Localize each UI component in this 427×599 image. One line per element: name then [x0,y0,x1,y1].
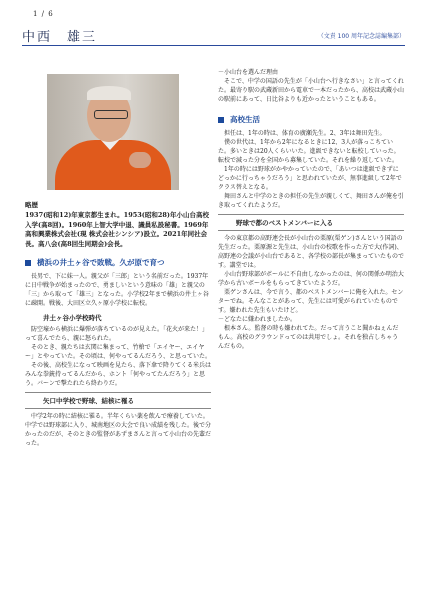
subheading: 矢口中学校で野球、結核に罹る [25,392,211,409]
paragraph: 根本さん。監督の時も嫌われてた。だって言うこと聞かねぇんだもん。高校のグラウンドってのは共用でしょ。それを独占しちゃうんだもの。 [218,325,399,350]
person-name: 中西 雄三 [22,30,98,45]
paragraph: 長男で、下に妹一人。親父が「三郎」という名前だった。1937年に日中戦争が始まったので、勇ましいという意味の「雄」と親父の「三」から取って「雄三」となった。小学校2年まで横浜の井土ヶ谷に疎開。戦後、大田区立久ヶ原小学校に転校。 [25,273,209,307]
subheading: 井土ヶ谷小学校時代 [43,314,102,322]
right-column [218,68,404,351]
paragraph: 中学2年の時に結核に罹る。半年くらい薬を飲んで療養していた。中学では野球部に入り、城南地区の大会で良い成績を残した。後で分かったのだが、そのときの監督があずまさんと言って小山台の先輩だった。 [25,413,212,447]
paragraph: 1年の時には野球がかやかっていたので、「あいつは進級できずにどっかに行っちゃうだろう」と思われていたが、無事進級して2年でクラス替えとなる。 [218,166,402,191]
paragraph: 小山台野球部がボールに不自由しなかったのは、何の関係か明治大学から古いボールをもらってきていたようだ。 [218,271,404,287]
paragraph: 担任は、1年の時は、体育の廣瀬先生。2、3年は舞田先生。 [224,130,386,137]
paragraph: 僕の世代は、1年から2年になるときに12、3人が落っこちていた。多いときは20人くらいいた。進級できないと転校していった。転校で減った分を全国から募集していた。それを繰り返していた。 [218,139,400,164]
paragraph: 防空壕から横浜に爆弾が落ちているのが見えた。「花火が来た！」って喜んでたら、親に怒られた。 [25,326,208,342]
interview-question: －小山台を選んだ理由 [218,69,279,76]
section-heading-1: 横浜の井土ヶ谷で敗戦。久が原で育つ [25,257,211,268]
page-number: 1 / 6 [33,10,54,18]
square-marker-icon [25,260,31,266]
paragraph: そのとき、親たちは玄関に集まって、竹槍で「エイヤー、エイヤー」とやっていた。その頃は、何やってるんだろう、と思っていた。 [25,344,212,360]
portrait-photo [47,74,179,190]
profile-bio: 1937(昭和12)年東京都生まれ。1953(昭和28)年小山台高校入学(高8回)。1960年上智大学中退、識員私設秘書。1969年高和興業株式会社(現 株式会社シンシア)設立。2021年同社会長。高八会(高8回生同期会)会長。 [25,211,209,248]
paragraph: 栗ゲンさんは、今で言う、都のベストメンバーに俺を入れた。センターでね。そんなことがあって、先生には可愛がられていたものです。嫌われた先生もいたけど。 [218,289,404,314]
paragraph: 今の東京都の高野連会長が小山台の栗原(栗ゲン)さんという国語の先生だった。栗原源と先生は、小山台の校歌を作った方で大(作詞)、高野連の会議が小山台であると、各学校の部長が集まっていたものです。講堂では。 [218,235,405,269]
paragraph: その後、高校生になって映画を見たら、落下傘で降りてくる米兵はみんな拳銃持ってるんだから、ホント「何やってたんだろう」と思う。バーンで撃たれたら終わりだ。 [25,362,212,387]
subheading: 野球で都のベストメンバーに入る [218,214,404,231]
paragraph: そこで、中学の国語の先生が「小山台へ行きなさい」と言ってくれた。最寄り駅の武蔵新田から電車で一本だったから、高校は武蔵小山の駅前にあって、日比谷よりも近かったということもある。 [218,78,405,103]
paragraph: 舞田さんと中学のときの担任の先生が親しくて、舞田さんが俺を引き取ってくれたようだ。 [218,193,404,209]
square-marker-icon [218,117,224,123]
left-column [25,58,211,448]
interview-question: －どなたに嫌われましたか。 [218,316,297,323]
header-rule [22,45,405,46]
section-heading-2: 高校生活 [218,114,404,125]
profile-label: 略歴 [25,201,38,209]
department-note: （文責 100 周年記念誌編集部） [317,33,405,40]
